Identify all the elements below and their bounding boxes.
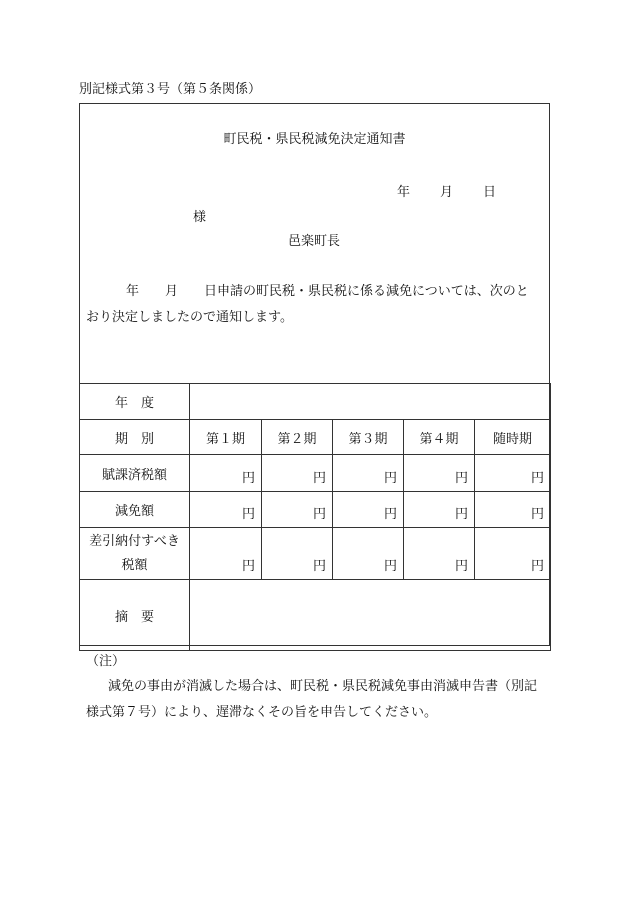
- remarks-value-cell: [190, 580, 551, 651]
- yen-unit: 円: [333, 528, 404, 580]
- note-line-2: 様式第７号）により、遅滞なくその旨を申告してください。: [86, 705, 438, 720]
- yen-unit: 円: [262, 492, 333, 528]
- period-3: 第３期: [333, 420, 404, 455]
- tax-table: [79, 383, 551, 651]
- note-heading: （注）: [86, 654, 126, 669]
- row-header-remarks: 摘 要: [80, 580, 190, 651]
- yen-unit: 円: [404, 528, 475, 580]
- year-value-cell: [190, 384, 551, 420]
- table-row: [80, 492, 551, 528]
- date-line: [397, 186, 496, 199]
- document-title: 町民税・県民税減免決定通知書: [223, 132, 406, 147]
- table-row: [80, 420, 551, 455]
- yen-unit: 円: [190, 455, 262, 492]
- addressee-suffix: 様: [193, 210, 207, 225]
- yen-unit: 円: [333, 492, 404, 528]
- row-header-balance: [80, 528, 190, 580]
- row-header-exempt: 減免額: [80, 492, 190, 528]
- yen-unit: 円: [262, 528, 333, 580]
- period-1: 第１期: [190, 420, 262, 455]
- table-row: [80, 528, 551, 580]
- issuer-name: 邑楽町長: [288, 234, 341, 249]
- table-row: [80, 384, 551, 420]
- yen-unit: 円: [475, 528, 551, 580]
- yen-unit: 円: [404, 455, 475, 492]
- body-line-1: 年 月 日申請の町民税・県民税に係る減免については、次のと: [126, 284, 529, 299]
- body-line-2: おり決定しましたので通知します。: [86, 310, 293, 325]
- yen-unit: 円: [190, 528, 262, 580]
- yen-unit: 円: [190, 492, 262, 528]
- row-header-year: 年 度: [80, 384, 190, 420]
- date-day-label: 日: [483, 185, 497, 200]
- form-label: 別記様式第３号（第５条関係）: [79, 82, 262, 97]
- period-2: 第２期: [262, 420, 333, 455]
- row-header-assessed: 賦課済税額: [80, 455, 190, 492]
- note-line-1: 減免の事由が消滅した場合は、町民税・県民税減免事由消滅申告書（別記: [108, 679, 538, 694]
- row-header-balance-line-2: 税額: [121, 557, 148, 573]
- period-4: 第４期: [404, 420, 475, 455]
- yen-unit: 円: [475, 492, 551, 528]
- row-header-balance-line-1: 差引納付すべき: [89, 533, 180, 549]
- table-row: [80, 580, 551, 651]
- date-year-label: 年: [397, 185, 411, 200]
- yen-unit: 円: [475, 455, 551, 492]
- yen-unit: 円: [262, 455, 333, 492]
- period-anytime: 随時期: [475, 420, 551, 455]
- yen-unit: 円: [333, 455, 404, 492]
- date-month-label: 月: [440, 185, 454, 200]
- yen-unit: 円: [404, 492, 475, 528]
- table-row: [80, 455, 551, 492]
- row-header-period: 期 別: [80, 420, 190, 455]
